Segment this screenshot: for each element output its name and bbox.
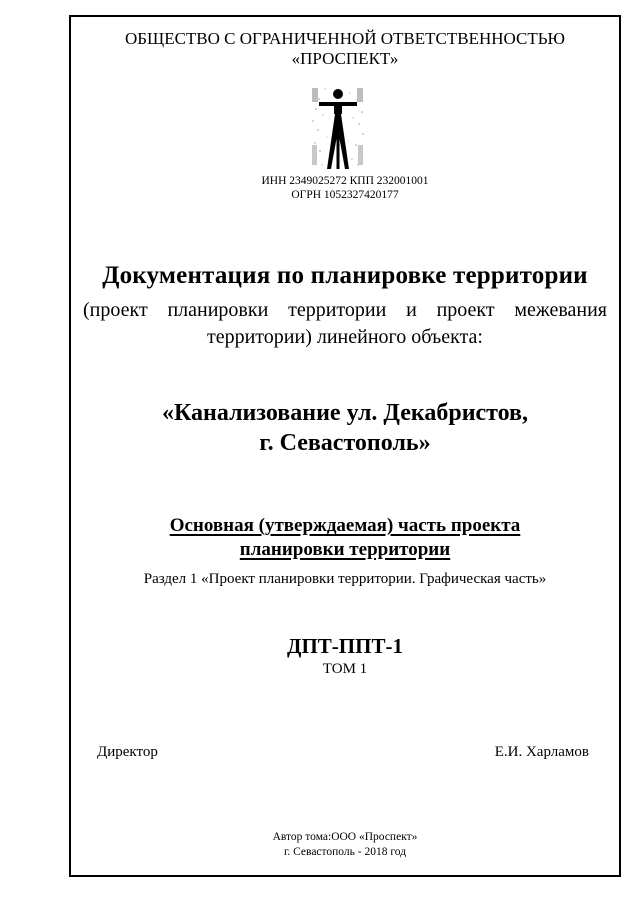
- registration-details: [71, 174, 619, 202]
- organization-line-2: «ПРОСПЕКТ»: [291, 49, 399, 68]
- project-name-line-1: «Канализование ул. Декабристов,: [161, 400, 529, 426]
- place-and-year: г. Севастополь - 2018 год: [283, 846, 407, 858]
- section-title: Раздел 1 «Проект планировки территории. Графическая часть»: [143, 571, 547, 587]
- project-name: [71, 398, 619, 458]
- organization-name: [71, 29, 619, 69]
- ogrn: ОГРН 1052327420177: [291, 189, 399, 201]
- project-name-line-2: г. Севастополь»: [259, 430, 431, 456]
- surveying-tripod-logo-icon: [310, 85, 366, 171]
- part-title-line-2: планировки территории: [239, 539, 451, 560]
- document-code: ДПТ-ППТ-1: [287, 634, 403, 658]
- page-footer: [71, 830, 619, 860]
- signatory-name: Е.И. Харламов: [494, 744, 589, 760]
- volume-number: ТОМ 1: [322, 661, 368, 677]
- part-title-line-1: Основная (утверждаемая) часть проекта: [169, 515, 521, 536]
- document-subtitle: (проект планировки территории и проект межевания территории) линейного объекта:: [83, 299, 607, 348]
- organization-line-1: ОБЩЕСТВО С ОГРАНИЧЕННОЙ ОТВЕТСТВЕННОСТЬЮ: [125, 29, 565, 48]
- document-title: Документация по планировке территории: [102, 262, 588, 289]
- title-page-frame: [69, 15, 621, 877]
- signatory-position: Директор: [97, 744, 158, 760]
- part-title: [71, 514, 619, 562]
- volume-author: Автор тома:ООО «Проспект»: [272, 831, 418, 843]
- inn-kpp: ИНН 2349025272 КПП 232001001: [261, 175, 429, 187]
